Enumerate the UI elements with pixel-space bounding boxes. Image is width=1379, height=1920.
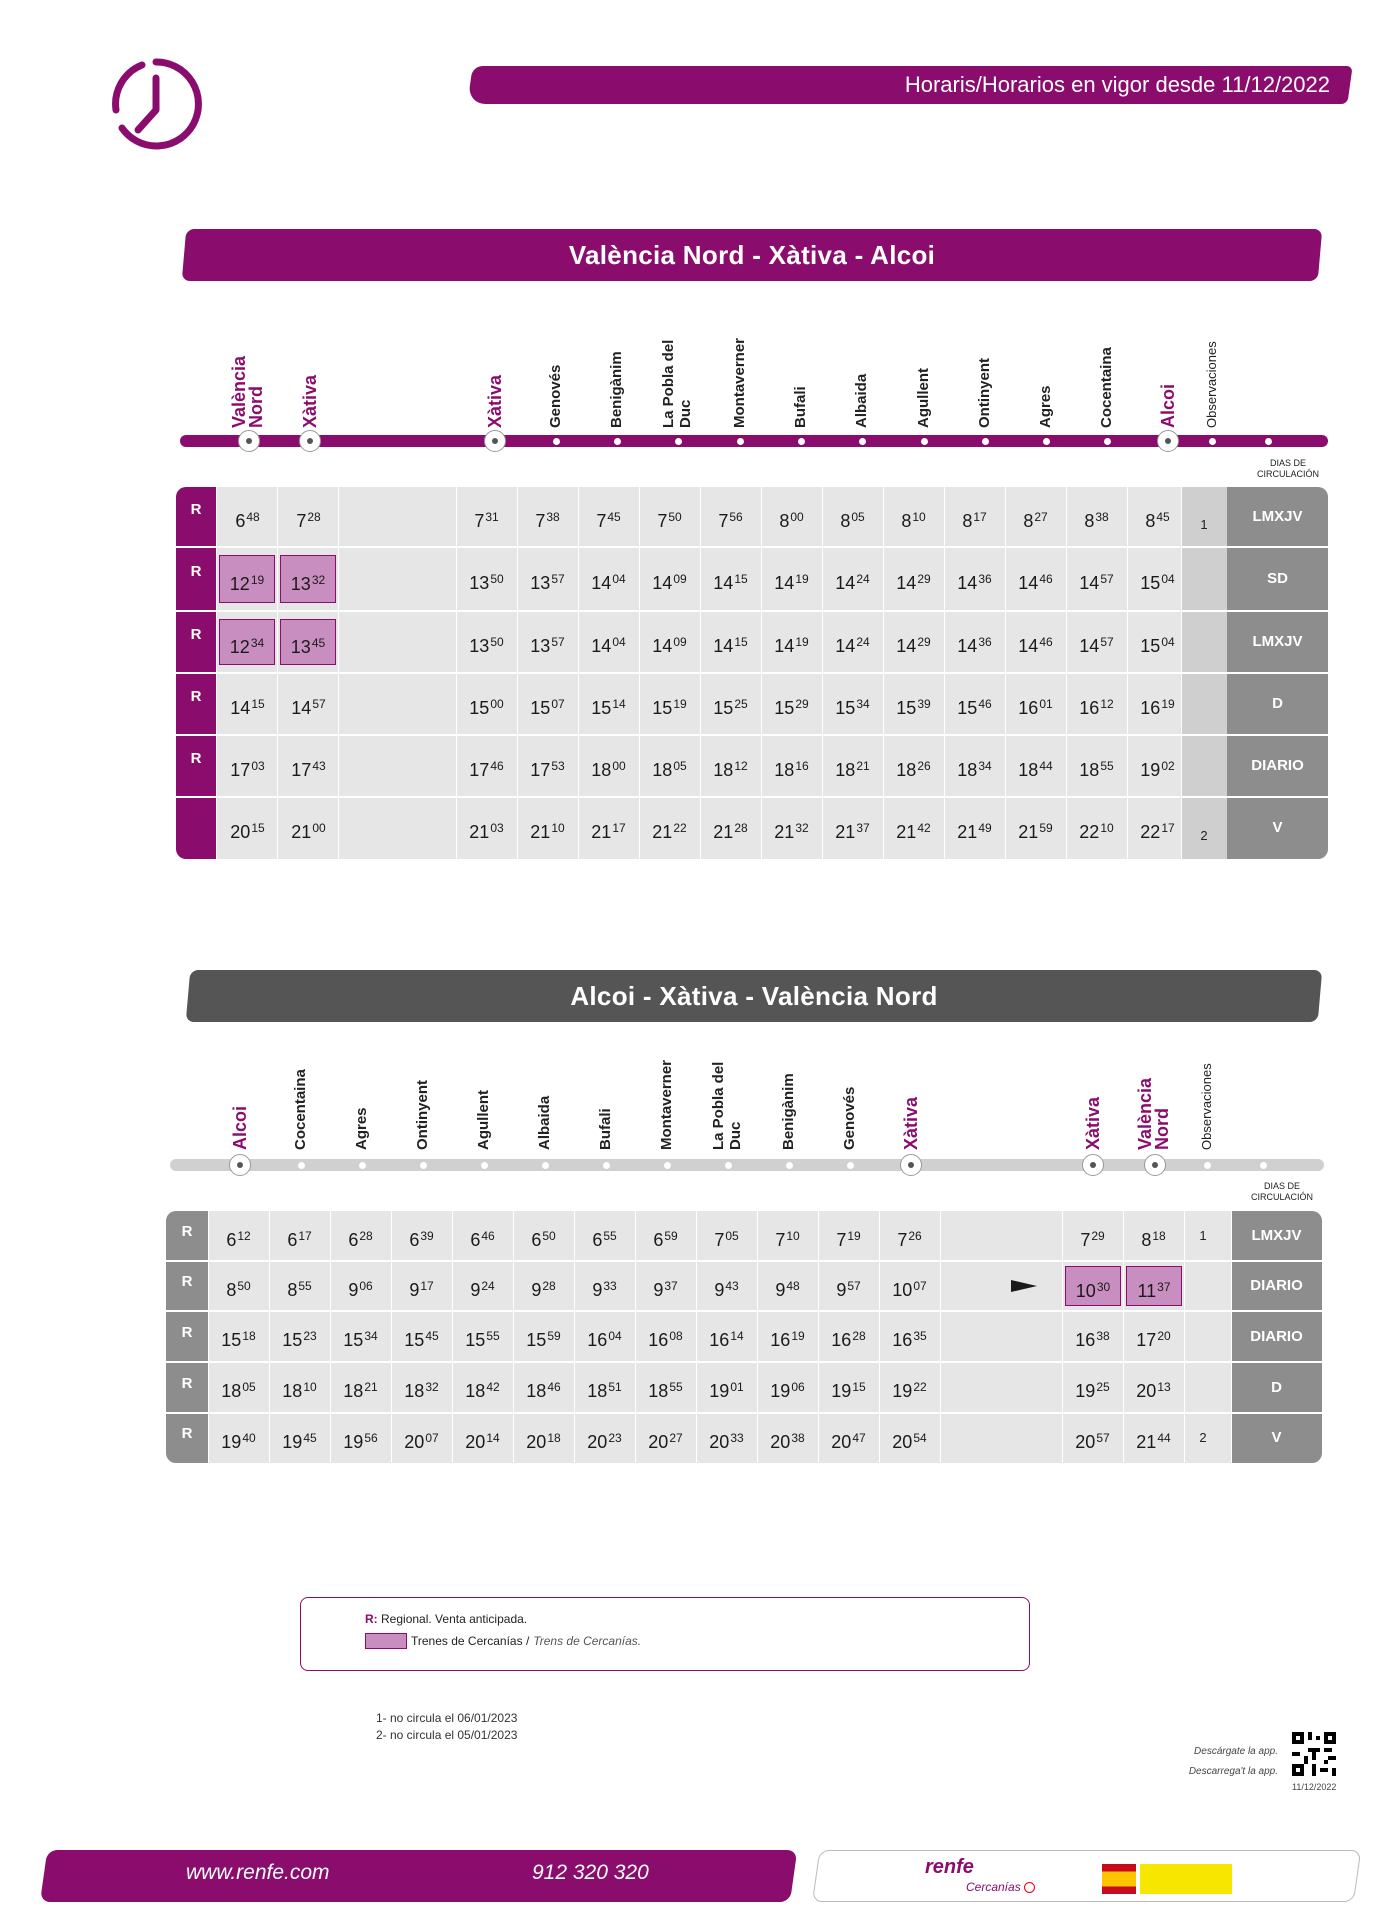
s2-stop-time: $7^{05}$ — [714, 1229, 739, 1250]
s2-stop-time: $7^{10}$ — [775, 1229, 800, 1250]
s2-stop-time: $18^{32}$ — [404, 1380, 439, 1401]
s1-stop-time: $7^{56}$ — [718, 510, 743, 531]
s1-stop-time: $15^{19}$ — [652, 697, 687, 718]
s2-stop-time: $18^{42}$ — [465, 1380, 500, 1401]
s1-departure-time: $12^{34}$ — [219, 619, 275, 665]
s2-observaciones-label: Observaciones — [1199, 1063, 1214, 1150]
s1-stop-time: $18^{34}$ — [957, 759, 992, 780]
s2-station-beniganim-9: Benigànim — [780, 1073, 797, 1150]
s1-station-marker — [484, 430, 506, 452]
s2-stop-time: $16^{04}$ — [587, 1329, 622, 1350]
s1-stop-time: $8^{38}$ — [1084, 510, 1109, 531]
s1-row-observation: 2 — [1200, 828, 1208, 843]
s1-stop-time: $15^{39}$ — [896, 697, 931, 718]
s2-stop-time: $7^{19}$ — [836, 1229, 861, 1250]
s2-station-dot — [786, 1162, 793, 1169]
s1-stop-time: $14^{04}$ — [591, 572, 626, 593]
s1-departure-time: $12^{19}$ — [219, 555, 275, 603]
s1-row-type: R — [190, 626, 202, 643]
s2-col-divider — [940, 1211, 941, 1463]
s2-stop-time: $19^{01}$ — [709, 1380, 744, 1401]
app-download-text: Descárgate la app. Descarrega't la app. — [1188, 1746, 1278, 1777]
s2-stop-time: $19^{45}$ — [282, 1431, 317, 1452]
s2-stop-time: $9^{37}$ — [653, 1279, 678, 1300]
s2-arrival-time: $17^{20}$ — [1136, 1329, 1171, 1350]
s1-station-dot — [675, 438, 682, 445]
s1-station-marker — [299, 430, 321, 452]
s2-stop-time: $9^{48}$ — [775, 1279, 800, 1300]
s1-departure-time: $20^{15}$ — [230, 821, 265, 842]
footer-phone[interactable]: 912 320 320 — [532, 1861, 649, 1884]
s2-stop-time: $18^{05}$ — [221, 1380, 256, 1401]
s2-row-observation — [1188, 1261, 1218, 1311]
s2-stop-time: $19^{22}$ — [892, 1380, 927, 1401]
s2-stop-time: $8^{55}$ — [287, 1279, 312, 1300]
section2-title: Alcoi - Xàtiva - València Nord — [570, 981, 938, 1011]
s2-station-dot — [298, 1162, 305, 1169]
s1-row-dias: LMXJV — [1252, 508, 1303, 525]
s2-stop-time: $16^{14}$ — [709, 1329, 744, 1350]
s2-stop-time: $9^{33}$ — [592, 1279, 617, 1300]
s2-stop-time: $8^{50}$ — [226, 1279, 251, 1300]
s1r-station-bufali-5: Bufali — [792, 386, 809, 428]
s2-station-xativa-11: Xàtiva — [901, 1096, 921, 1150]
s1r-station-xativa-0: Xàtiva — [485, 374, 505, 428]
s2-station-marker — [1082, 1154, 1104, 1176]
s2-arrival-time: $11^{37}$ — [1126, 1266, 1182, 1306]
s1-departure-time: $17^{03}$ — [230, 759, 265, 780]
footnotes — [376, 1710, 517, 1744]
s2-col-divider — [1184, 1211, 1185, 1463]
s1-departure-time: $13^{45}$ — [280, 619, 336, 665]
s2-arrival-time: $20^{57}$ — [1075, 1431, 1110, 1452]
s2-row-dias: DIARIO — [1250, 1277, 1303, 1294]
s2-stop-time: $18^{55}$ — [648, 1380, 683, 1401]
s1-station-dot — [921, 438, 928, 445]
s1-station-dot — [982, 438, 989, 445]
section1-title: València Nord - Xàtiva - Alcoi — [568, 240, 936, 270]
s1-station-dot — [737, 438, 744, 445]
s2-station-bufali-6: Bufali — [597, 1108, 614, 1150]
s1-station-dot — [798, 438, 805, 445]
s1-stop-time: $22^{10}$ — [1079, 821, 1114, 842]
s2-station-montaverner-7: Montaverner — [658, 1059, 675, 1150]
s2-stop-time: $9^{24}$ — [470, 1279, 495, 1300]
s2-row-type: R — [181, 1223, 193, 1240]
s1-stop-time: $18^{55}$ — [1079, 759, 1114, 780]
s2-station-dot — [603, 1162, 610, 1169]
s1r-station-beniganim-2: Benigànim — [608, 351, 625, 428]
s1-stop-time: $14^{15}$ — [713, 635, 748, 656]
s2-stop-time: $6^{12}$ — [226, 1229, 251, 1250]
s2-arrival-time: $21^{44}$ — [1136, 1431, 1171, 1452]
legend-box — [300, 1597, 1030, 1671]
s1-row-dias: LMXJV — [1252, 633, 1303, 650]
s1-stop-time: $14^{36}$ — [957, 572, 992, 593]
s1-station-dot — [614, 438, 621, 445]
s2-stop-time: $20^{38}$ — [770, 1431, 805, 1452]
s2-stop-time: $9^{28}$ — [531, 1279, 556, 1300]
s1-departure-time: $14^{57}$ — [291, 697, 326, 718]
footnote-2: 2- no circula el 05/01/2023 — [376, 1728, 518, 1742]
s2-station-dot — [725, 1162, 732, 1169]
s2-stop-time: $15^{18}$ — [221, 1329, 256, 1350]
s2-stop-time: $15^{59}$ — [526, 1329, 561, 1350]
s2-stop-time: $6^{50}$ — [531, 1229, 556, 1250]
footer-url-link[interactable]: www.renfe.com — [186, 1861, 330, 1884]
s1-stop-time: $14^{04}$ — [591, 635, 626, 656]
s2-stop-time: $18^{46}$ — [526, 1380, 561, 1401]
s2r-station-valencia-nord-1: València Nord — [1135, 1077, 1172, 1150]
s1-stop-time: $13^{57}$ — [530, 572, 565, 593]
s1-dias-dot — [1265, 438, 1272, 445]
s2-row-observation: 1 — [1199, 1228, 1207, 1243]
s1-stop-time: $16^{19}$ — [1140, 697, 1175, 718]
s1-stop-time: $7^{38}$ — [535, 510, 560, 531]
s1r-station-genoves-1: Genovés — [547, 364, 564, 428]
s1-row-observation: 1 — [1200, 517, 1208, 532]
s1-stop-time: $14^{29}$ — [896, 572, 931, 593]
s1-station-xativa-1: Xàtiva — [300, 374, 320, 428]
s1-station-dot — [859, 438, 866, 445]
renfe-logo: renfe — [925, 1856, 974, 1878]
s1-row-dias: DIARIO — [1251, 757, 1304, 774]
cercanias-swatch — [365, 1633, 407, 1649]
s1-departure-time: $21^{00}$ — [291, 821, 326, 842]
s1-stop-time: $15^{07}$ — [530, 697, 565, 718]
s1-row-dias: V — [1272, 819, 1283, 836]
s1-stop-time: $8^{00}$ — [779, 510, 804, 531]
s2-stop-time: $20^{18}$ — [526, 1431, 561, 1452]
s2-row-dias: V — [1271, 1429, 1282, 1446]
s2-stop-time: $7^{26}$ — [897, 1229, 922, 1250]
s2-stop-time: $18^{51}$ — [587, 1380, 622, 1401]
s2-stop-time: $6^{46}$ — [470, 1229, 495, 1250]
s1-stop-time: $8^{05}$ — [840, 510, 865, 531]
s1-station-marker — [238, 430, 260, 452]
s2-stop-time: $6^{17}$ — [287, 1229, 312, 1250]
section1-route-line — [180, 435, 1328, 447]
s1-stop-time: $22^{17}$ — [1140, 821, 1175, 842]
s1-stop-time: $18^{16}$ — [774, 759, 809, 780]
s2-row-type: R — [181, 1425, 193, 1442]
s2-stop-time: $19^{15}$ — [831, 1380, 866, 1401]
s2-row-type: R — [181, 1375, 193, 1392]
s1-stop-time: $15^{04}$ — [1140, 572, 1175, 593]
s1-stop-time: $17^{46}$ — [469, 759, 504, 780]
s2-arrival-time: $8^{18}$ — [1141, 1229, 1166, 1250]
s1-departure-time: $6^{48}$ — [235, 510, 260, 531]
s2-row-dias: D — [1271, 1379, 1282, 1396]
footer-bar — [40, 1850, 797, 1902]
s1r-station-cocentaina-10: Cocentaina — [1098, 347, 1115, 428]
s1r-station-albaida-6: Albaida — [853, 373, 870, 428]
s2-stop-time: $15^{55}$ — [465, 1329, 500, 1350]
s1-stop-time: $21^{10}$ — [530, 821, 565, 842]
s2-stop-time: $16^{35}$ — [892, 1329, 927, 1350]
s2-station-dot — [847, 1162, 854, 1169]
s2-station-dot — [542, 1162, 549, 1169]
s1-obs-dot — [1209, 438, 1216, 445]
section1-timetable — [176, 487, 1328, 859]
s1-stop-time: $14^{36}$ — [957, 635, 992, 656]
s1-stop-time: $21^{49}$ — [957, 821, 992, 842]
footnote-1: 1- no circula el 06/01/2023 — [376, 1711, 518, 1725]
s1-stop-time: $7^{45}$ — [596, 510, 621, 531]
s1-stop-time: $18^{05}$ — [652, 759, 687, 780]
s2-row-dias: DIARIO — [1250, 1328, 1303, 1345]
s1-stop-time: $15^{29}$ — [774, 697, 809, 718]
s1r-station-agres-9: Agres — [1037, 385, 1054, 428]
s1-stop-time: $21^{28}$ — [713, 821, 748, 842]
s1-stop-time: $16^{01}$ — [1018, 697, 1053, 718]
s1-stop-time: $18^{00}$ — [591, 759, 626, 780]
s1-stop-time: $21^{03}$ — [469, 821, 504, 842]
s2-station-agullent-4: Agullent — [475, 1090, 492, 1150]
s2-stop-time: $16^{19}$ — [770, 1329, 805, 1350]
s2-stop-time: $9^{17}$ — [409, 1279, 434, 1300]
legend-regional: R: Regional. Venta anticipada. — [365, 1612, 528, 1626]
s1-stop-time: $14^{19}$ — [774, 572, 809, 593]
s1-stop-time: $14^{57}$ — [1079, 572, 1114, 593]
s2-stop-time: $19^{56}$ — [343, 1431, 378, 1452]
legend-cercanias: Trenes de Cercanías / Trens de Cercanías. — [365, 1633, 641, 1649]
s2-stop-time: $9^{43}$ — [714, 1279, 739, 1300]
s1-stop-time: $8^{17}$ — [962, 510, 987, 531]
s1-stop-time: $18^{26}$ — [896, 759, 931, 780]
s2-arrival-time: $16^{38}$ — [1075, 1329, 1110, 1350]
cercanias-logo-text: Cercanías — [966, 1880, 1035, 1894]
s1-station-dot — [1104, 438, 1111, 445]
s1-station-valencia-nord-0: València Nord — [229, 355, 266, 428]
s2-station-alcoi-0: Alcoi — [230, 1105, 250, 1150]
s1r-station-montaverner-4: Montaverner — [731, 337, 748, 428]
s2-stop-time: $20^{23}$ — [587, 1431, 622, 1452]
s2-row-observation — [1188, 1362, 1218, 1413]
s1-stop-time: $8^{27}$ — [1023, 510, 1048, 531]
s2-station-dot — [420, 1162, 427, 1169]
s1-row-dias: SD — [1267, 570, 1288, 587]
s1-stop-time: $18^{12}$ — [713, 759, 748, 780]
s1-stop-time: $15^{00}$ — [469, 697, 504, 718]
s1-stop-time: $14^{24}$ — [835, 572, 870, 593]
s2-stop-time: $6^{59}$ — [653, 1229, 678, 1250]
s1-observaciones-label: Observaciones — [1204, 341, 1219, 428]
s1-stop-time: $15^{46}$ — [957, 697, 992, 718]
s1-row-type: R — [190, 750, 202, 767]
s1-stop-time: $17^{53}$ — [530, 759, 565, 780]
s1-stop-time: $21^{22}$ — [652, 821, 687, 842]
s1-stop-time: $15^{34}$ — [835, 697, 870, 718]
s1-stop-time: $16^{12}$ — [1079, 697, 1114, 718]
section2-timetable — [166, 1211, 1322, 1463]
s1-station-dot — [553, 438, 560, 445]
s2-stop-time: $16^{08}$ — [648, 1329, 683, 1350]
s1-departure-time: $17^{43}$ — [291, 759, 326, 780]
s1-stop-time: $14^{46}$ — [1018, 635, 1053, 656]
section1-dias-label: DIAS DE CIRCULACIÓN — [1256, 458, 1319, 479]
section2-dias-label: DIAS DE CIRCULACIÓN — [1250, 1181, 1313, 1202]
s2-arrival-time: $7^{29}$ — [1080, 1229, 1105, 1250]
s1-stop-time: $21^{59}$ — [1018, 821, 1053, 842]
s2-row-type: R — [181, 1273, 193, 1290]
s2-stop-time: $16^{28}$ — [831, 1329, 866, 1350]
s1-stop-time: $21^{42}$ — [896, 821, 931, 842]
s2-row-observation — [1188, 1311, 1218, 1362]
s1-departure-time: $13^{32}$ — [280, 555, 336, 603]
s2-arrival-time: $20^{13}$ — [1136, 1380, 1171, 1401]
s2-station-ontinyent-3: Ontinyent — [414, 1080, 431, 1150]
s1-stop-time: $19^{02}$ — [1140, 759, 1175, 780]
s1r-station-ontinyent-8: Ontinyent — [976, 358, 993, 428]
qr-code-icon[interactable] — [1292, 1732, 1336, 1776]
s1r-station-la-pobla-del-duc-3: La Pobla del Duc — [660, 339, 694, 428]
s1-stop-time: $14^{09}$ — [652, 635, 687, 656]
s2-stop-time: $6^{55}$ — [592, 1229, 617, 1250]
s1-row-type: R — [190, 688, 202, 705]
footer-logos-box — [812, 1850, 1361, 1902]
s1-stop-time: $21^{17}$ — [591, 821, 626, 842]
s1-stop-time: $14^{29}$ — [896, 635, 931, 656]
s2-stop-time: $20^{14}$ — [465, 1431, 500, 1452]
s2-stop-time: $20^{33}$ — [709, 1431, 744, 1452]
s2-stop-time: $15^{34}$ — [343, 1329, 378, 1350]
s2-row-dias: LMXJV — [1251, 1227, 1302, 1244]
s1r-station-alcoi-11: Alcoi — [1158, 383, 1178, 428]
s1-departure-time: $7^{28}$ — [296, 510, 321, 531]
s1-stop-time: $14^{57}$ — [1079, 635, 1114, 656]
s2-stop-time: $20^{47}$ — [831, 1431, 866, 1452]
s1-stop-time: $14^{09}$ — [652, 572, 687, 593]
app-date: 11/12/2022 — [1292, 1782, 1337, 1792]
s2-stop-time: $20^{54}$ — [892, 1431, 927, 1452]
s2-obs-dot — [1204, 1162, 1211, 1169]
s2-row-observation: 2 — [1199, 1430, 1207, 1445]
government-logo — [1102, 1864, 1232, 1894]
s1-stop-time: $8^{10}$ — [901, 510, 926, 531]
s1-row-type: R — [190, 501, 202, 518]
s2-arrival-time: $19^{25}$ — [1075, 1380, 1110, 1401]
s2-stop-time: $6^{28}$ — [348, 1229, 373, 1250]
s1-stop-time: $13^{50}$ — [469, 572, 504, 593]
s2-stop-time: $15^{45}$ — [404, 1329, 439, 1350]
s1-stop-time: $21^{32}$ — [774, 821, 809, 842]
s1-stop-time: $14^{46}$ — [1018, 572, 1053, 593]
s2-station-genoves-10: Genovés — [841, 1086, 858, 1150]
s2-stop-time: $19^{06}$ — [770, 1380, 805, 1401]
s1-stop-time: $14^{24}$ — [835, 635, 870, 656]
s2-station-la-pobla-del-duc-8: La Pobla del Duc — [710, 1061, 744, 1150]
s2-station-albaida-5: Albaida — [536, 1095, 553, 1150]
s1-stop-time: $8^{45}$ — [1145, 510, 1170, 531]
s2-dias-dot — [1260, 1162, 1267, 1169]
s1-stop-time: $13^{57}$ — [530, 635, 565, 656]
s1-departure-time: $14^{15}$ — [230, 697, 265, 718]
s1-stop-time: $7^{50}$ — [657, 510, 682, 531]
s2-stop-time: $9^{57}$ — [836, 1279, 861, 1300]
s2-arrival-time: $10^{30}$ — [1065, 1266, 1121, 1306]
s1-row-type: R — [190, 563, 202, 580]
s1-row-type — [176, 797, 216, 859]
s2-stop-time: $6^{39}$ — [409, 1229, 434, 1250]
s1-stop-time: $15^{04}$ — [1140, 635, 1175, 656]
s1-stop-time: $14^{15}$ — [713, 572, 748, 593]
s1-stop-time: $15^{25}$ — [713, 697, 748, 718]
s1-station-dot — [1043, 438, 1050, 445]
s2-station-marker — [229, 1154, 251, 1176]
s1-stop-time: $7^{31}$ — [474, 510, 499, 531]
s1-stop-time: $15^{14}$ — [591, 697, 626, 718]
s2-station-dot — [359, 1162, 366, 1169]
s1-row-dias: D — [1272, 695, 1283, 712]
header-validity-text: Horaris/Horarios en vigor desde 11/12/2022 — [904, 72, 1330, 97]
s2-station-marker — [1144, 1154, 1166, 1176]
s2-stop-time: $18^{10}$ — [282, 1380, 317, 1401]
s2-stop-time: $9^{06}$ — [348, 1279, 373, 1300]
s2-station-dot — [664, 1162, 671, 1169]
s2-stop-time: $10^{07}$ — [892, 1279, 927, 1300]
s1-stop-time: $21^{37}$ — [835, 821, 870, 842]
s2-station-marker — [900, 1154, 922, 1176]
s1-stop-time: $13^{50}$ — [469, 635, 504, 656]
s2-stop-time: $20^{07}$ — [404, 1431, 439, 1452]
clock-icon — [108, 56, 204, 152]
s1r-station-agullent-7: Agullent — [915, 368, 932, 428]
s1-stop-time: $18^{44}$ — [1018, 759, 1053, 780]
s2-station-dot — [481, 1162, 488, 1169]
s2-station-agres-2: Agres — [353, 1107, 370, 1150]
s2-station-cocentaina-1: Cocentaina — [292, 1069, 309, 1150]
s1-stop-time: $18^{21}$ — [835, 759, 870, 780]
s1-stop-time: $14^{19}$ — [774, 635, 809, 656]
s2-row-type: R — [181, 1324, 193, 1341]
s2-stop-time: $15^{23}$ — [282, 1329, 317, 1350]
s2-stop-time: $18^{21}$ — [343, 1380, 378, 1401]
s2-stop-time: $19^{40}$ — [221, 1431, 256, 1452]
s1-station-marker — [1157, 430, 1179, 452]
s2-stop-time: $20^{27}$ — [648, 1431, 683, 1452]
s2r-station-xativa-0: Xàtiva — [1083, 1096, 1103, 1150]
arrow-right-icon — [1011, 1280, 1037, 1292]
